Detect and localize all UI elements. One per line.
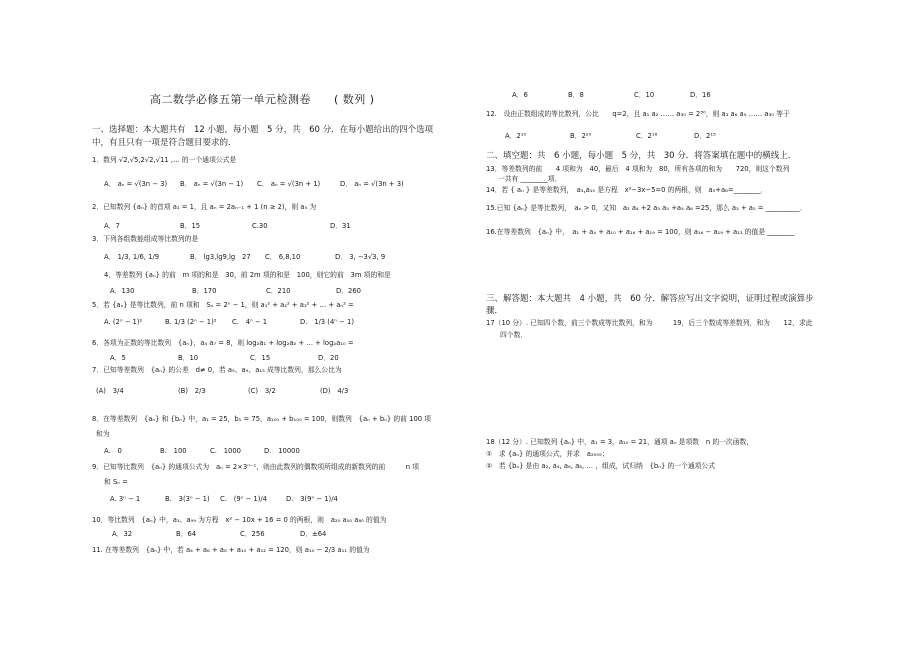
question-16: 16.在等差数列 {aₙ} 中， a₁ + a₄ + a₁₀ + a₁₆ + a₁₉ = 100，则 a₁₆ − a₁₉ + a₁₃ 的值是 ________ xyxy=(486,228,795,236)
q4-option-d: D．260 xyxy=(336,287,362,295)
section-answer-heading-2: 骤． xyxy=(486,306,504,316)
q4-option-c: C．210 xyxy=(266,287,291,295)
question-5: 5．若 {aₙ} 是等比数列，前 n 项和 Sₙ = 2ⁿ − 1，则 a₁² + a₂² + a₃² + … + aₙ² = xyxy=(92,301,354,309)
q1-option-d: D． aₙ = √(3n + 3) xyxy=(340,180,404,188)
q8-option-c: C. 1000 xyxy=(210,447,242,455)
q11-option-a: A．6 xyxy=(512,91,528,99)
q7-option-d: (D) 4/3 xyxy=(320,387,349,395)
section-choice-heading-2: 中，有且只有一项是符合题目要求的． xyxy=(92,138,237,148)
question-6: 6．各项为正数的等比数列 {aₙ}，a₄ a₇ = 8，则 log₂a₁ + log₂a₂ + … + log₂a₁₀ = xyxy=(92,339,354,347)
q11-option-b: B．8 xyxy=(568,91,584,99)
question-17-cont: 四个数． xyxy=(500,331,528,339)
question-2: 2．已知数列 {aₙ} 的首项 a₁ = 1，且 aₙ = 2aₙ₋₁ + 1 (n ≥ 2)，则 a₅ 为 xyxy=(92,203,317,211)
q4-option-a: A．130 xyxy=(110,287,135,295)
q11-option-d: D．16 xyxy=(690,91,711,99)
question-9-cont: 和 Sₙ = xyxy=(104,478,128,486)
q5-option-c: C. 4ⁿ − 1 xyxy=(232,318,268,326)
q2-option-a: A．7 xyxy=(104,222,120,230)
question-13: 13．等差数列的前 4 项和为 40，最后 4 项和为 80，所有各项的和为 720，则这个数列 xyxy=(486,165,790,173)
q10-option-d: D．±64 xyxy=(300,530,327,538)
q1-option-b: B． aₙ = √(3n − 1) xyxy=(180,180,244,188)
question-11: 11. 在等差数列 {aₙ} 中，若 a₄ + a₆ + a₈ + a₁₀ + a₁₂ = 120，则 a₁₀ − 2/3 a₁₁ 的值为 xyxy=(92,546,370,554)
q3-option-d: D． 3, −3√3, 9 xyxy=(335,253,386,261)
q12-option-b: B．2²⁰ xyxy=(570,132,592,140)
section-answer-heading: 三、解答题：本大题共 4 小题，共 60 分．解答应写出文字说明，证明过程或演算步 xyxy=(486,294,814,304)
question-3: 3．下列各组数能组成等比数列的是 xyxy=(92,235,199,243)
q7-option-a: (A) 3/4 xyxy=(96,387,124,395)
question-18-part1: ① 求 {aₙ} 的通项公式，并求 a₂₀₀₉； xyxy=(486,450,609,458)
q10-option-c: C．256 xyxy=(240,530,265,538)
question-13-cont: 一共有 ________项． xyxy=(498,175,562,183)
q1-option-a: A． aₙ = √(3n − 3) xyxy=(104,180,168,188)
q7-option-c: (C) 3/2 xyxy=(248,387,276,395)
question-8: 8．在等差数列 {aₙ} 和 {bₙ} 中，a₁ = 25，b₁ = 75，a₁₀₀ + b₁₀₀ = 100，则数列 {aₙ + bₙ} 的前 100 项 xyxy=(92,415,432,423)
q4-option-b: B．170 xyxy=(192,287,217,295)
q3-option-c: C． 6,8,10 xyxy=(265,253,301,261)
question-7: 7．已知等差数列 {aₙ} 的公差 d≠ 0，若 a₅、a₉、a₁₅ 成等比数列，那么公比为 xyxy=(92,366,342,374)
question-18-part2: ② 若 {bₙ} 是由 a₂, a₄, a₆, a₈, … ，组成，试归纳 {bₙ} 的一个通项公式 xyxy=(486,462,716,470)
q10-option-b: B．64 xyxy=(176,530,197,538)
q3-option-b: B． lg3,lg9,lg 27 xyxy=(190,253,251,261)
q5-option-a: A. (2ⁿ − 1)² xyxy=(104,318,143,326)
q8-option-b: B. 100 xyxy=(160,447,187,455)
question-4: 4．等差数列 {aₙ} 的前 m 项的和是 30，前 2m 项的和是 100，则它的前 3m 项的和是 xyxy=(104,271,391,279)
question-15: 15.已知 {aₙ} 是等比数列， aₙ > 0，又知 a₂ a₄ +2 a₃ a₅ +a₄ a₆ =25，那么 a₃ + a₅ = __________． xyxy=(486,204,807,212)
q3-option-a: A． 1/3, 1/6, 1/9 xyxy=(104,253,160,261)
q6-option-d: D．20 xyxy=(318,354,339,362)
question-12: 12. 设由正数组成的等比数列，公比 q=2，且 a₁ a₂ …… a₃₀ = 2³⁰，则 a₃ a₆ a₉ …… a₃₀ 等于 xyxy=(486,110,790,118)
q10-option-a: A．32 xyxy=(112,530,133,538)
q9-option-b: B. 3(3ⁿ − 1) xyxy=(165,495,210,503)
question-14: 14．若 { aₙ } 是等差数列， a₃,a₁₀ 是方程 x²−3x−5=0 的两根，则 a₅+a₈=________． xyxy=(486,186,768,194)
question-17: 17（10 分）. 已知四个数，前三个数成等比数列，和为 19，后三个数成等差数列，和为 12，求此 xyxy=(486,319,813,327)
q9-option-a: A. 3ⁿ − 1 xyxy=(110,495,141,503)
q11-option-c: C．10 xyxy=(634,91,655,99)
q8-option-a: A. 0 xyxy=(104,447,122,455)
section-choice-heading: 一、选择题：本大题共有 12 小题，每小题 5 分，共 60 分．在每小题给出的四个选项 xyxy=(92,125,434,135)
q12-option-a: A．2¹⁰ xyxy=(505,132,527,140)
q5-option-d: D. 1/3 (4ⁿ − 1) xyxy=(300,318,354,326)
q2-option-d: D．31 xyxy=(330,222,351,230)
question-10: 10．等比数列 {aₙ} 中，a₁、a₉₉ 为方程 x² − 10x + 16 = 0 的两根，则 a₂₀ a₅₀ a₈₀ 的值为 xyxy=(92,516,387,524)
question-1: 1．数列 √2,√5,2√2,√11 ,… 的一个通项公式是 xyxy=(92,156,237,164)
q5-option-b: B. 1/3 (2ⁿ − 1)² xyxy=(165,318,217,326)
q8-option-d: D. 10000 xyxy=(264,447,300,455)
question-9: 9．已知等比数列 {aₙ} 的通项公式为 aₙ = 2×3ⁿ⁻¹，则由此数列的偶数项所组成的新数列的前 n 项 xyxy=(92,463,420,471)
q9-option-c: C. (9ⁿ − 1)/4 xyxy=(220,495,267,503)
q6-option-a: A．5 xyxy=(110,354,126,362)
question-18: 18（12 分）. 已知数列 {aₙ} 中，a₁ = 3，a₁₀ = 21，通项 aₙ 是项数 n 的一次函数， xyxy=(486,438,754,446)
q6-option-c: C．15 xyxy=(250,354,271,362)
q7-option-b: (B) 2/3 xyxy=(178,387,206,395)
q1-option-c: C． aₙ = √(3n + 1) xyxy=(257,180,321,188)
q12-option-d: D．2¹⁵ xyxy=(694,132,716,140)
q2-option-c: C.30 xyxy=(252,222,268,230)
q6-option-b: B．10 xyxy=(178,354,199,362)
question-8-cont: 和为 xyxy=(96,430,110,438)
section-fill-heading: 二、填空题：共 6 小题，每小题 5 分，共 30 分．将答案填在题中的横线上． xyxy=(486,151,797,161)
q2-option-b: B．15 xyxy=(180,222,201,230)
q12-option-c: C．2¹⁶ xyxy=(636,132,658,140)
page-title: 高二数学必修五第一单元检测卷 ( 数列 ) xyxy=(150,93,375,106)
q9-option-d: D. 3(9ⁿ − 1)/4 xyxy=(286,495,338,503)
